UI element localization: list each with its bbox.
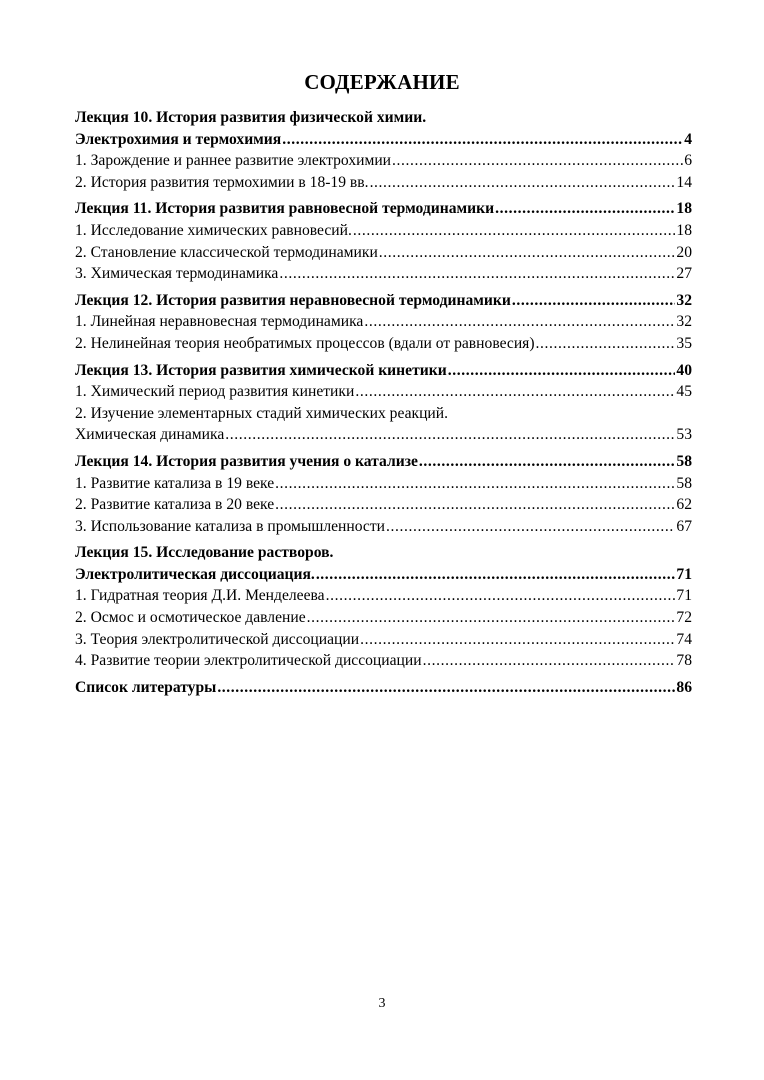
dot-leader	[275, 494, 675, 516]
toc-section	[75, 198, 692, 284]
dot-leader	[386, 516, 675, 538]
toc-item	[75, 242, 692, 264]
section-heading-page: 71	[676, 565, 692, 583]
toc-item-page: 35	[676, 334, 692, 352]
toc-item-page: 71	[676, 587, 692, 605]
section-heading-page: 4	[684, 130, 692, 148]
toc-item-page: 20	[676, 243, 692, 261]
toc-section	[75, 451, 692, 537]
toc-item-page: 72	[676, 609, 692, 627]
toc-item-text: Химическая динамика	[75, 426, 225, 444]
dot-leader	[379, 242, 676, 264]
dot-leader	[392, 150, 683, 172]
toc-item-page: 53	[676, 426, 692, 444]
toc-section	[75, 542, 692, 672]
section-heading-page: 18	[676, 200, 692, 218]
dot-leader	[364, 311, 675, 333]
dot-leader	[225, 424, 675, 446]
section-heading-text: Электролитическая диссоциация.	[75, 565, 315, 583]
page-number: 3	[378, 996, 386, 1011]
section-heading	[75, 564, 692, 586]
section-heading-text: Список литературы	[75, 678, 217, 696]
section-heading-text: Лекция 14. История развития учения о катализе	[75, 452, 418, 470]
toc-item-page: 67	[676, 517, 692, 535]
dot-leader	[419, 451, 676, 473]
dot-leader	[316, 564, 676, 586]
toc-item	[75, 220, 692, 242]
dot-leader	[307, 607, 676, 629]
toc-item-text: 1. Исследование химических равновесий.	[75, 221, 352, 239]
dot-leader	[360, 629, 675, 651]
section-heading	[75, 542, 692, 564]
toc-item-text: 4. Развитие теории электролитической диссоциации	[75, 652, 422, 670]
section-heading-page: 86	[676, 678, 692, 696]
toc-item	[75, 585, 692, 607]
toc-item	[75, 494, 692, 516]
section-heading-text: Электрохимия и термохимия	[75, 130, 282, 148]
toc-item-page: 6	[684, 152, 692, 170]
toc-item-text: 1. Линейная неравновесная термодинамика	[75, 313, 364, 331]
toc-item	[75, 424, 692, 446]
toc-item	[75, 403, 692, 425]
table-of-contents	[75, 107, 692, 698]
toc-item	[75, 473, 692, 495]
dot-leader	[279, 263, 675, 285]
dot-leader	[282, 129, 683, 151]
section-heading	[75, 129, 692, 151]
toc-section	[75, 107, 692, 193]
dot-leader	[355, 381, 675, 403]
toc-item	[75, 516, 692, 538]
page-title: СОДЕРЖАНИЕ	[304, 70, 460, 94]
toc-section	[75, 290, 692, 355]
dot-leader	[423, 650, 676, 672]
section-heading-text: Лекция 15. Исследование растворов.	[75, 544, 334, 562]
toc-item	[75, 263, 692, 285]
section-heading-text: Лекция 10. История развития физической химии.	[75, 109, 427, 126]
section-heading-text: Лекция 12. История развития неравновесной термодинамики	[75, 291, 511, 309]
dot-leader	[275, 473, 675, 495]
toc-item-text: 3. Химическая термодинамика	[75, 265, 279, 283]
toc-item-page: 32	[676, 313, 692, 331]
toc-item	[75, 333, 692, 355]
section-heading	[75, 677, 692, 699]
dot-leader	[512, 290, 676, 312]
toc-item	[75, 150, 692, 172]
toc-item	[75, 381, 692, 403]
toc-item-page: 74	[676, 630, 692, 648]
dot-leader	[495, 198, 675, 220]
toc-item-page: 45	[676, 383, 692, 401]
section-heading	[75, 198, 692, 220]
dot-leader	[448, 360, 676, 382]
toc-item-text: 2. История развития термохимии в 18-19 вв.	[75, 173, 369, 191]
toc-item-page: 58	[676, 474, 692, 492]
toc-item-page: 62	[676, 496, 692, 514]
toc-item-page: 18	[676, 221, 692, 239]
dot-leader	[353, 220, 676, 242]
section-heading-page: 40	[676, 361, 692, 379]
toc-item-page: 78	[676, 652, 692, 670]
toc-item-text: 1. Развитие катализа в 19 веке	[75, 474, 275, 492]
dot-leader	[370, 172, 676, 194]
toc-item-text: 2. Становление классической термодинамики	[75, 243, 378, 261]
toc-item-text: 2. Осмос и осмотическое давление	[75, 609, 306, 627]
dot-leader	[217, 677, 675, 699]
section-heading	[75, 290, 692, 312]
dot-leader	[536, 333, 676, 355]
toc-item	[75, 311, 692, 333]
toc-item-text: 1. Зарождение и раннее развитие электрохимии	[75, 152, 392, 170]
section-heading	[75, 107, 692, 129]
toc-item-text: 3. Теория электролитической диссоциации	[75, 630, 360, 648]
section-heading-page: 32	[676, 291, 692, 309]
toc-item-text: 1. Гидратная теория Д.И. Менделеева	[75, 587, 325, 605]
section-heading	[75, 360, 692, 382]
toc-item	[75, 607, 692, 629]
toc-section	[75, 677, 692, 699]
toc-item-text: 3. Использование катализа в промышленности	[75, 517, 386, 535]
toc-item-text: 2. Развитие катализа в 20 веке	[75, 496, 275, 514]
toc-item	[75, 629, 692, 651]
section-heading-text: Лекция 11. История развития равновесной термодинамики	[75, 200, 495, 218]
toc-item-text: 1. Химический период развития кинетики	[75, 383, 355, 401]
toc-section	[75, 360, 692, 446]
toc-item	[75, 172, 692, 194]
toc-item-text: 2. Нелинейная теория необратимых процессов (вдали от равновесия)	[75, 334, 535, 352]
toc-item	[75, 650, 692, 672]
section-heading-page: 58	[676, 452, 692, 470]
section-heading	[75, 451, 692, 473]
section-heading-text: Лекция 13. История развития химической кинетики	[75, 361, 447, 379]
toc-item-text: 2. Изучение элементарных стадий химических реакций.	[75, 404, 449, 422]
dot-leader	[326, 585, 676, 607]
toc-item-page: 27	[676, 265, 692, 283]
toc-item-page: 14	[676, 173, 692, 191]
